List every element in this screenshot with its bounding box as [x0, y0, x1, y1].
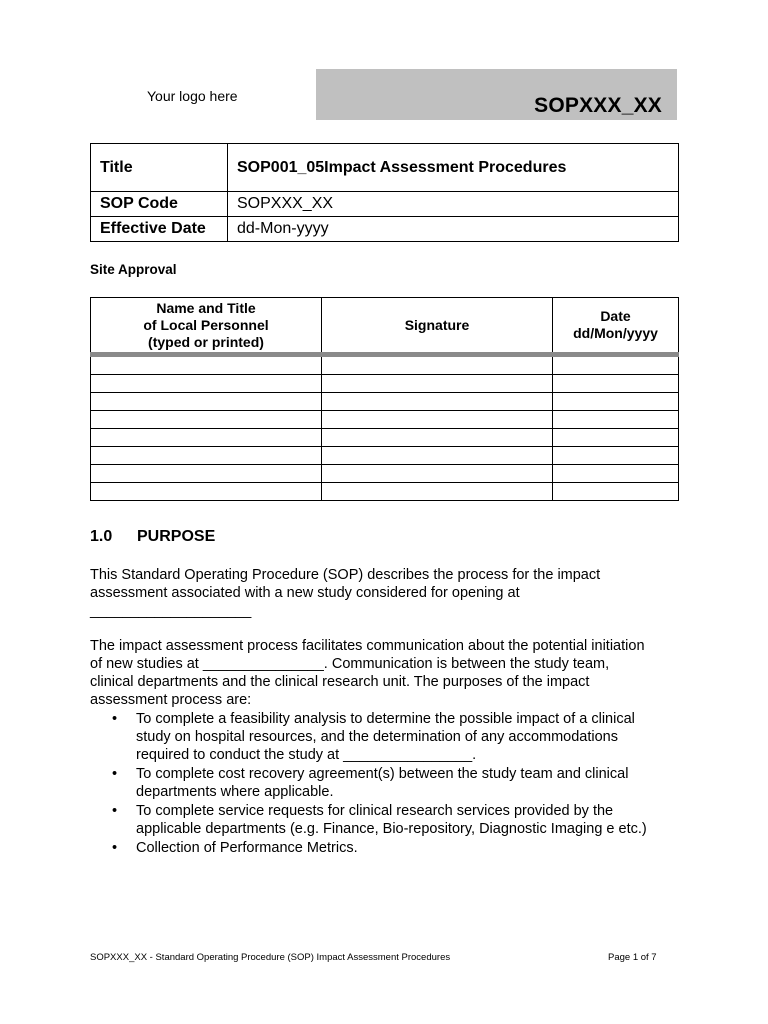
- signature-cell[interactable]: [322, 447, 553, 465]
- list-item: [90, 839, 680, 857]
- title-value: SOP001_05Impact Assessment Procedures: [228, 144, 679, 192]
- footer-page-number: Page 1 of 7: [608, 952, 657, 963]
- sop-code-banner: [316, 69, 677, 120]
- effective-date-label: Effective Date: [91, 217, 228, 242]
- column-header-name-line1: Name and Title: [156, 299, 256, 316]
- date-cell[interactable]: [553, 447, 679, 465]
- table-row: [91, 355, 679, 375]
- paragraph-line: assessment associated with a new study considered for opening at: [90, 585, 520, 601]
- approval-table-body: [91, 355, 679, 501]
- approval-header-row: [91, 298, 679, 355]
- table-row: [91, 465, 679, 483]
- table-row: [91, 483, 679, 501]
- logo-placeholder: Your logo here: [147, 88, 238, 104]
- purpose-paragraph-1: [90, 566, 680, 620]
- bullet-icon: •: [112, 803, 118, 819]
- column-header-signature: [322, 298, 553, 355]
- column-header-date-line1: Date: [600, 308, 631, 324]
- section-heading-purpose: [90, 528, 215, 546]
- section-number: 1.0: [90, 528, 113, 545]
- table-row: [91, 447, 679, 465]
- signature-cell[interactable]: [322, 411, 553, 429]
- paragraph-line: The impact assessment process facilitates communication about the potential initiation: [90, 638, 645, 654]
- bullet-icon: •: [112, 766, 118, 782]
- signature-cell[interactable]: [322, 483, 553, 501]
- column-header-date: [553, 298, 679, 355]
- date-cell[interactable]: [553, 465, 679, 483]
- sop-code-label: SOP Code: [91, 192, 228, 217]
- name-cell[interactable]: [91, 393, 322, 411]
- bullet-line: required to conduct the study at ________________.: [136, 747, 477, 763]
- table-row: [91, 411, 679, 429]
- bullet-line: To complete cost recovery agreement(s) between the study team and clinical: [136, 766, 629, 782]
- purpose-paragraph-2: [90, 637, 680, 709]
- table-row: [91, 393, 679, 411]
- site-approval-table: [90, 297, 679, 501]
- purpose-bullet-list: [90, 710, 680, 858]
- list-item: [90, 765, 680, 801]
- signature-cell[interactable]: [322, 355, 553, 375]
- date-cell[interactable]: [553, 429, 679, 447]
- name-cell[interactable]: [91, 447, 322, 465]
- name-cell[interactable]: [91, 411, 322, 429]
- table-row-sop-code: [91, 192, 679, 217]
- paragraph-line: This Standard Operating Procedure (SOP) describes the process for the impact: [90, 567, 601, 583]
- column-header-date-line2: dd/Mon/yyyy: [573, 325, 658, 341]
- date-cell[interactable]: [553, 411, 679, 429]
- name-cell[interactable]: [91, 465, 322, 483]
- list-item: [90, 710, 680, 764]
- list-item: [90, 802, 680, 838]
- bullet-line: To complete service requests for clinical research services provided by the: [136, 803, 614, 819]
- column-header-name-line3: (typed or printed): [148, 333, 264, 350]
- sop-info-table: [90, 143, 679, 242]
- column-header-name-line2: of Local Personnel: [143, 316, 269, 333]
- section-title: PURPOSE: [137, 528, 216, 545]
- effective-date-value: dd-Mon-yyyy: [228, 217, 679, 242]
- bullet-line: applicable departments (e.g. Finance, Bio-repository, Diagnostic Imaging e etc.): [136, 821, 647, 837]
- site-approval-heading: Site Approval: [90, 262, 177, 277]
- bullet-line: To complete a feasibility analysis to determine the possible impact of a clinical: [136, 711, 635, 727]
- date-cell[interactable]: [553, 393, 679, 411]
- column-header-signature-line1: Signature: [404, 316, 470, 333]
- title-label: Title: [91, 144, 228, 192]
- column-header-name: [91, 298, 322, 355]
- sop-code-value: SOPXXX_XX: [228, 192, 679, 217]
- footer-document-title: SOPXXX_XX - Standard Operating Procedure (SOP) Impact Assessment Procedures: [90, 952, 451, 963]
- sop-code-banner-text: SOPXXX_XX: [534, 94, 662, 117]
- paragraph-line: of new studies at _______________. Communication is between the study team,: [90, 656, 610, 672]
- paragraph-line: ____________________: [90, 603, 252, 619]
- paragraph-line: clinical departments and the clinical research unit. The purposes of the impact: [90, 674, 590, 690]
- name-cell[interactable]: [91, 355, 322, 375]
- bullet-icon: •: [112, 840, 118, 856]
- paragraph-line: assessment process are:: [90, 692, 252, 708]
- bullet-line: Collection of Performance Metrics.: [136, 840, 358, 856]
- bullet-line: departments where applicable.: [136, 784, 334, 800]
- date-cell[interactable]: [553, 355, 679, 375]
- bullet-icon: •: [112, 711, 118, 727]
- table-row-effective-date: [91, 217, 679, 242]
- name-cell[interactable]: [91, 375, 322, 393]
- date-cell[interactable]: [553, 483, 679, 501]
- table-row: [91, 429, 679, 447]
- table-row-title: [91, 144, 679, 192]
- signature-cell[interactable]: [322, 429, 553, 447]
- signature-cell[interactable]: [322, 465, 553, 483]
- signature-cell[interactable]: [322, 393, 553, 411]
- name-cell[interactable]: [91, 429, 322, 447]
- name-cell[interactable]: [91, 483, 322, 501]
- bullet-line: study on hospital resources, and the determination of any accommodations: [136, 729, 618, 745]
- table-row: [91, 375, 679, 393]
- signature-cell[interactable]: [322, 375, 553, 393]
- date-cell[interactable]: [553, 375, 679, 393]
